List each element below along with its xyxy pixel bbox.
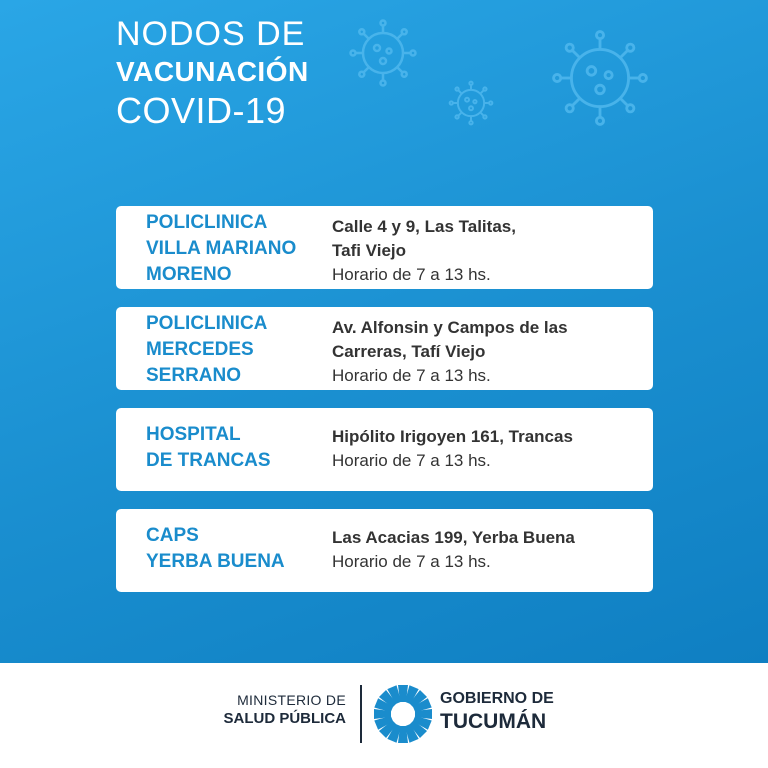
node-name: POLICLINICA VILLA MARIANO MORENO bbox=[146, 212, 297, 285]
gobierno-logo-text: GOBIERNO DE TUCUMÁN bbox=[440, 690, 554, 733]
node-name: CAPS YERBA BUENA bbox=[146, 525, 285, 572]
title-line-3: COVID-19 bbox=[116, 90, 287, 131]
node-address: Calle 4 y 9, Las Talitas, bbox=[332, 217, 516, 236]
virus-icon bbox=[550, 28, 650, 128]
ministerio-logo-text: MINISTERIO DE SALUD PÚBLICA bbox=[223, 692, 346, 727]
tucuman-sun-logo-icon bbox=[372, 683, 434, 745]
node-info bbox=[332, 422, 573, 473]
node-address: Tafi Viejo bbox=[332, 241, 407, 260]
node-address: Las Acacias 199, Yerba Buena bbox=[332, 528, 575, 547]
node-hours: Horario de 7 a 13 hs. bbox=[332, 451, 491, 470]
footer bbox=[0, 663, 768, 768]
page-title bbox=[116, 14, 309, 132]
node-card bbox=[116, 509, 653, 592]
virus-icon bbox=[448, 80, 494, 126]
node-address: Hipólito Irigoyen 161, Trancas bbox=[332, 427, 573, 446]
node-card bbox=[116, 206, 653, 289]
node-address: Av. Alfonsin y Campos de las bbox=[332, 318, 568, 337]
title-line-1: NODOS DE bbox=[116, 15, 306, 53]
node-card bbox=[116, 408, 653, 491]
node-hours: Horario de 7 a 13 hs. bbox=[332, 366, 491, 385]
node-hours: Horario de 7 a 13 hs. bbox=[332, 552, 491, 571]
node-address: Carreras, Tafí Viejo bbox=[332, 342, 486, 361]
title-line-2: VACUNACIÓN bbox=[116, 56, 309, 87]
nodes-list bbox=[116, 206, 653, 610]
node-name: HOSPITAL DE TRANCAS bbox=[146, 424, 271, 471]
node-card bbox=[116, 307, 653, 390]
footer-divider bbox=[360, 685, 362, 743]
node-info bbox=[332, 311, 568, 388]
node-name: POLICLINICA MERCEDES SERRANO bbox=[146, 313, 268, 386]
node-info bbox=[332, 523, 575, 574]
node-info bbox=[332, 210, 516, 287]
virus-icon bbox=[348, 18, 418, 88]
node-hours: Horario de 7 a 13 hs. bbox=[332, 265, 491, 284]
